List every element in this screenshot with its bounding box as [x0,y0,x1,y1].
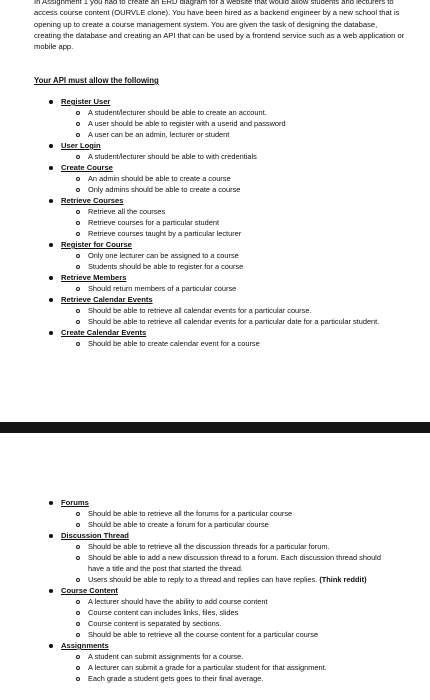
bullet-icon [49,589,53,593]
list-item: Should be able to create a forum for a particular course [0,519,430,530]
requirements-list-continued [0,497,430,684]
circle-bullet-icon [76,677,80,681]
list-item: Course content is separated by sections. [0,618,430,629]
circle-bullet-icon [76,155,80,159]
list-item: A lecturer can submit a grade for a particular student for that assignment. [0,662,430,673]
circle-bullet-icon [76,177,80,181]
circle-bullet-icon [76,320,80,324]
bullet-icon [49,243,53,247]
requirements-heading: Your API must allow the following [34,76,159,85]
think-reddit-note: (Think reddit) [319,575,367,584]
list-item: Course content can includes links, files, slides [0,607,430,618]
section-title: Course Content [61,586,118,595]
circle-bullet-icon [76,633,80,637]
list-item: Users should be able to reply to a thread and replies can have replies. (Think reddit) [0,574,430,585]
list-item: Should be able to add a new discussion thread to a forum. Each discussion thread should have a title and the post that started the thread. [0,552,430,574]
section-forums [0,497,430,530]
list-item: Only admins should be able to create a course [0,184,430,195]
page-divider [0,422,430,433]
circle-bullet-icon [76,545,80,549]
intro-paragraph: In Assignment 1 you had to create an ERD diagram for a website that would allow students and lecturers to access course content (OURVLE clone). You have been hired as a backend engineer by a new school that is opening up to create a course management system. You are given the task of designing the database, creating the database and creating an API that can be used by a frontend service such as a web application or mobile app. [34,0,405,52]
section-create-course [0,162,430,195]
section-register-for-course [0,239,430,272]
list-item: Retrieve courses taught by a particular lecturer [0,228,430,239]
list-item: A lecturer should have the ability to add course content [0,596,430,607]
circle-bullet-icon [76,578,80,582]
bullet-icon [49,298,53,302]
circle-bullet-icon [76,342,80,346]
section-title: Register for Course [61,240,132,249]
section-course-content [0,585,430,640]
list-item: A student/lecturer should be able to with credentials [0,151,430,162]
section-register-user [0,96,430,140]
section-user-login [0,140,430,162]
section-title: Create Calendar Events [61,328,147,337]
bullet-icon [49,144,53,148]
section-title: Retrieve Courses [61,196,124,205]
circle-bullet-icon [76,122,80,126]
list-item: Should be able to create calendar event for a course [0,338,430,349]
section-title: User Login [61,141,101,150]
bullet-icon [49,534,53,538]
section-discussion-thread [0,530,430,585]
list-item: Should be able to retrieve all the course content for a particular course [0,629,430,640]
section-assignments [0,640,430,684]
bullet-icon [49,276,53,280]
bullet-icon [49,166,53,170]
list-item: Retrieve all the courses [0,206,430,217]
list-item: Students should be able to register for a course [0,261,430,272]
section-create-calendar-events [0,327,430,349]
circle-bullet-icon [76,309,80,313]
circle-bullet-icon [76,622,80,626]
list-item: Only one lecturer can be assigned to a course [0,250,430,261]
list-item: Should be able to retrieve all the forums for a particular course [0,508,430,519]
circle-bullet-icon [76,512,80,516]
circle-bullet-icon [76,111,80,115]
document-page-2 [0,433,430,700]
section-retrieve-calendar-events [0,294,430,327]
list-item: A student/lecturer should be able to create an account. [0,107,430,118]
circle-bullet-icon [76,133,80,137]
list-item: Should return members of a particular course [0,283,430,294]
circle-bullet-icon [76,210,80,214]
bullet-icon [49,100,53,104]
circle-bullet-icon [76,188,80,192]
section-title: Create Course [61,163,113,172]
section-title: Retrieve Members [61,273,127,282]
section-retrieve-courses [0,195,430,239]
section-retrieve-members [0,272,430,294]
circle-bullet-icon [76,221,80,225]
list-item: Should be able to retrieve all calendar events for a particular date for a particular student. [0,316,430,327]
list-item: A student can submit assignments for a course. [0,651,430,662]
bullet-icon [49,199,53,203]
list-item: A user can be an admin, lecturer or student [0,129,430,140]
circle-bullet-icon [76,611,80,615]
circle-bullet-icon [76,265,80,269]
section-title: Forums [61,498,89,507]
section-title: Retrieve Calendar Events [61,295,153,304]
list-item: Retrieve courses for a particular student [0,217,430,228]
circle-bullet-icon [76,556,80,560]
list-item: Each grade a student gets goes to their final average. [0,673,430,684]
circle-bullet-icon [76,254,80,258]
circle-bullet-icon [76,287,80,291]
section-title: Register User [61,97,111,106]
section-title: Assignments [61,641,109,650]
requirements-list [0,96,430,349]
bullet-icon [49,501,53,505]
circle-bullet-icon [76,232,80,236]
circle-bullet-icon [76,600,80,604]
circle-bullet-icon [76,655,80,659]
circle-bullet-icon [76,666,80,670]
list-item: Should be able to retrieve all the discussion threads for a particular forum. [0,541,430,552]
circle-bullet-icon [76,523,80,527]
list-item: A user should be able to register with a userid and password [0,118,430,129]
bullet-icon [49,331,53,335]
section-title: Discussion Thread [61,531,129,540]
list-item: An admin should be able to create a course [0,173,430,184]
list-item: Should be able to retrieve all calendar events for a particular course. [0,305,430,316]
bullet-icon [49,644,53,648]
